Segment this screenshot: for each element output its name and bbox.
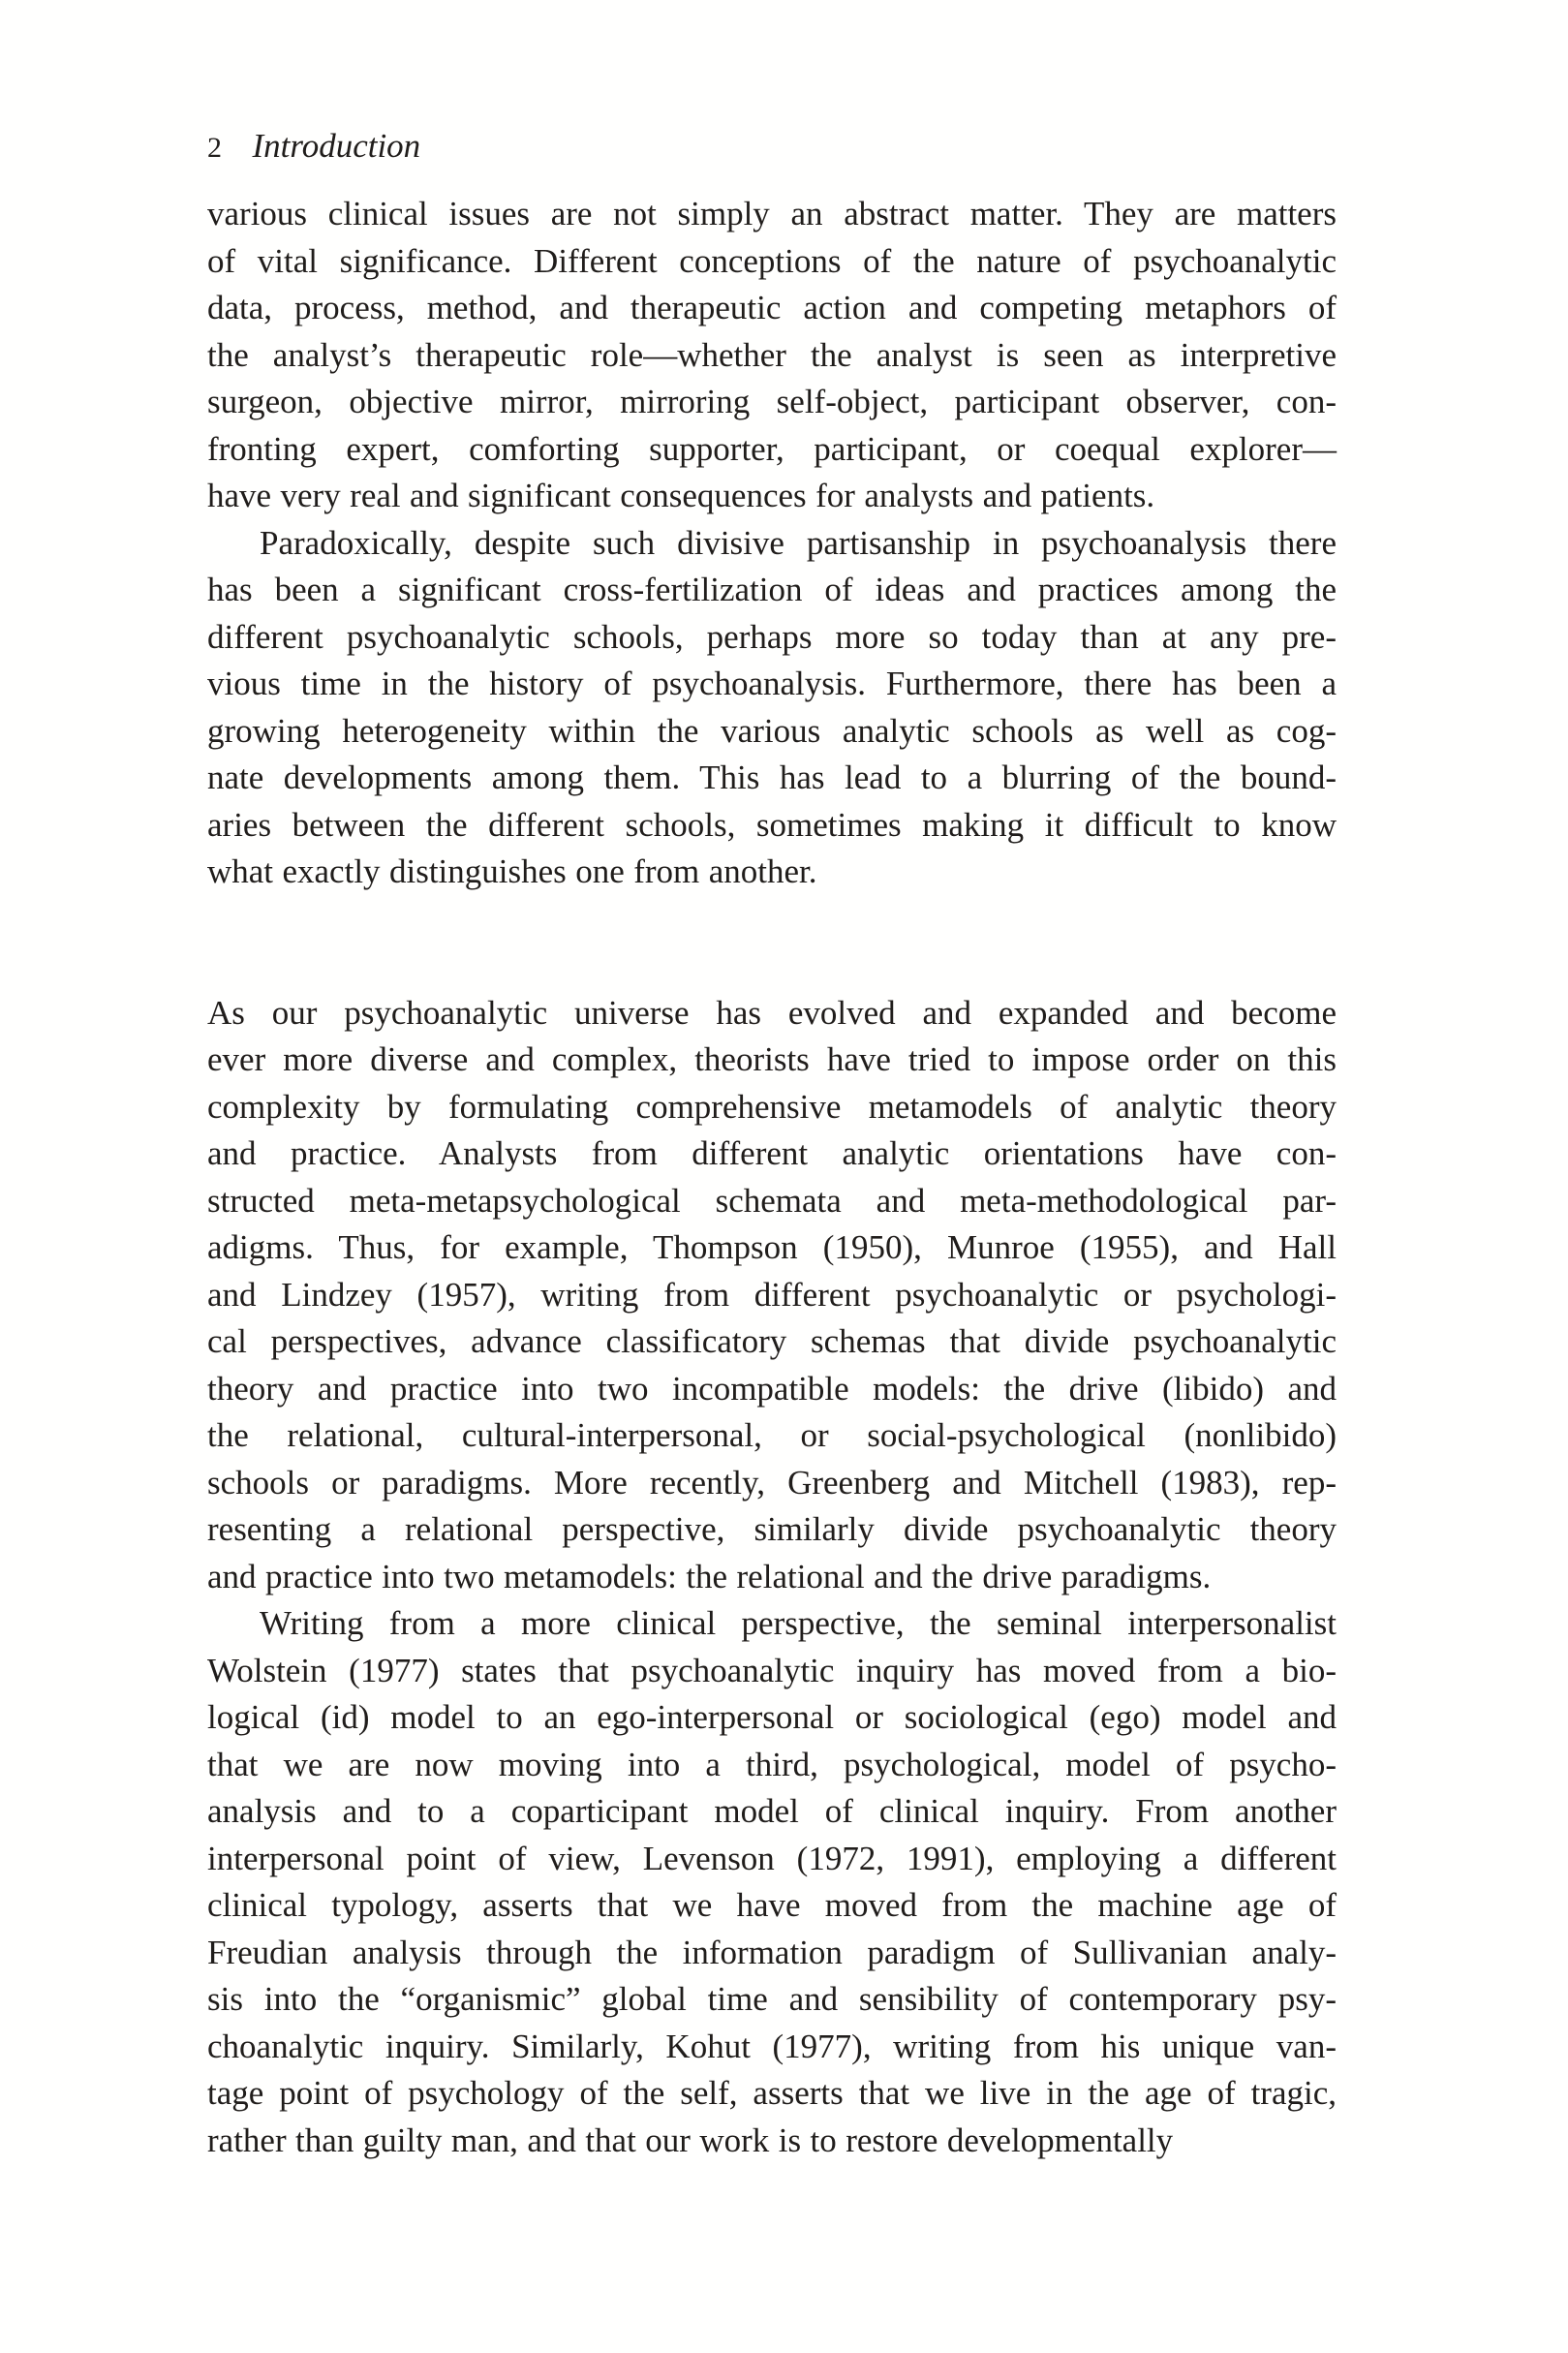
text-line: has been a significant cross-fertilization of ideas and practices among the [207, 571, 1337, 608]
text-line: and practice. Analysts from different analytic orientations have con- [207, 1134, 1337, 1172]
text-line: interpersonal point of view, Levenson (1972, 1991), employing a different [207, 1839, 1337, 1877]
text-line: have very real and significant consequences for analysts and patients. [207, 477, 1155, 514]
text-line: Paradoxically, despite such divisive partisanship in psychoanalysis there [260, 523, 1337, 562]
text-line: choanalytic inquiry. Similarly, Kohut (1977), writing from his unique van- [207, 2027, 1337, 2065]
text-line: what exactly distinguishes one from another. [207, 852, 817, 890]
text-line: fronting expert, comforting supporter, participant, or coequal explorer— [207, 429, 1337, 468]
text-line: of vital significance. Different conceptions of the nature of psychoanalytic [207, 241, 1337, 280]
page-body [207, 191, 1337, 2164]
text-line: data, process, method, and therapeutic action and competing metaphors of [207, 289, 1337, 326]
text-line: ever more diverse and complex, theorists have tried to impose order on this [207, 1040, 1337, 1078]
text-line: complexity by formulating comprehensive metamodels of analytic theory [207, 1087, 1337, 1126]
paragraph [207, 520, 1337, 896]
text-line: resenting a relational perspective, similarly divide psychoanalytic theory [207, 1510, 1337, 1548]
text-line: growing heterogeneity within the various analytic schools as well as cog- [207, 711, 1337, 750]
text-line: nate developments among them. This has lead to a blurring of the bound- [207, 759, 1337, 796]
text-line: aries between the different schools, sometimes making it difficult to know [207, 805, 1337, 844]
text-line: schools or paradigms. More recently, Greenberg and Mitchell (1983), rep- [207, 1463, 1337, 1502]
text-line: the relational, cultural-interpersonal, or social-psychological (nonlibido) [207, 1416, 1337, 1454]
text-line: sis into the “organismic” global time and sensibility of contemporary psy- [207, 1980, 1337, 2018]
text-line: cal perspectives, advance classificatory schemas that divide psychoanalytic [207, 1322, 1337, 1360]
paragraph [207, 990, 1337, 1601]
text-line: clinical typology, asserts that we have moved from the machine age of [207, 1886, 1337, 1924]
text-line: tage point of psychology of the self, asserts that we live in the age of tragic, [207, 2074, 1337, 2112]
text-line: Writing from a more clinical perspective, the seminal interpersonalist [260, 1604, 1337, 1642]
text-line: Wolstein (1977) states that psychoanalytic inquiry has moved from a bio- [207, 1651, 1337, 1689]
text-line: different psychoanalytic schools, perhaps more so today than at any pre- [207, 617, 1337, 656]
text-line: theory and practice into two incompatible models: the drive (libido) and [207, 1369, 1337, 1408]
page-number: 2 [207, 132, 223, 164]
text-line: vious time in the history of psychoanalysis. Furthermore, there has been a [207, 665, 1337, 702]
text-line: logical (id) model to an ego-interpersonal or sociological (ego) model and [207, 1698, 1337, 1736]
text-line: Freudian analysis through the information paradigm of Sullivanian analy- [207, 1933, 1337, 1971]
text-line: and Lindzey (1957), writing from different psychoanalytic or psychologi- [207, 1275, 1337, 1314]
text-line: that we are now moving into a third, psychological, model of psycho- [207, 1745, 1337, 1783]
paragraph [207, 1600, 1337, 2164]
text-line: surgeon, objective mirror, mirroring self-object, participant observer, con- [207, 383, 1337, 420]
paragraph [207, 191, 1337, 520]
text-line: and practice into two metamodels: the relational and the drive paradigms. [207, 1557, 1212, 1595]
text-line: adigms. Thus, for example, Thompson (1950), Munroe (1955), and Hall [207, 1228, 1337, 1266]
running-head-title: Introduction [252, 127, 421, 165]
running-head [207, 123, 420, 171]
text-line: structed meta-metapsychological schemata and meta-methodological par- [207, 1181, 1337, 1220]
text-line: analysis and to a coparticipant model of clinical inquiry. From another [207, 1792, 1337, 1830]
text-line: As our psychoanalytic universe has evolved and expanded and become [207, 993, 1337, 1032]
text-line: the analyst’s therapeutic role—whether the analyst is seen as interpretive [207, 335, 1337, 374]
text-line: rather than guilty man, and that our work is to restore developmentally [207, 2121, 1174, 2159]
text-line: various clinical issues are not simply an abstract matter. They are matters [207, 195, 1337, 232]
